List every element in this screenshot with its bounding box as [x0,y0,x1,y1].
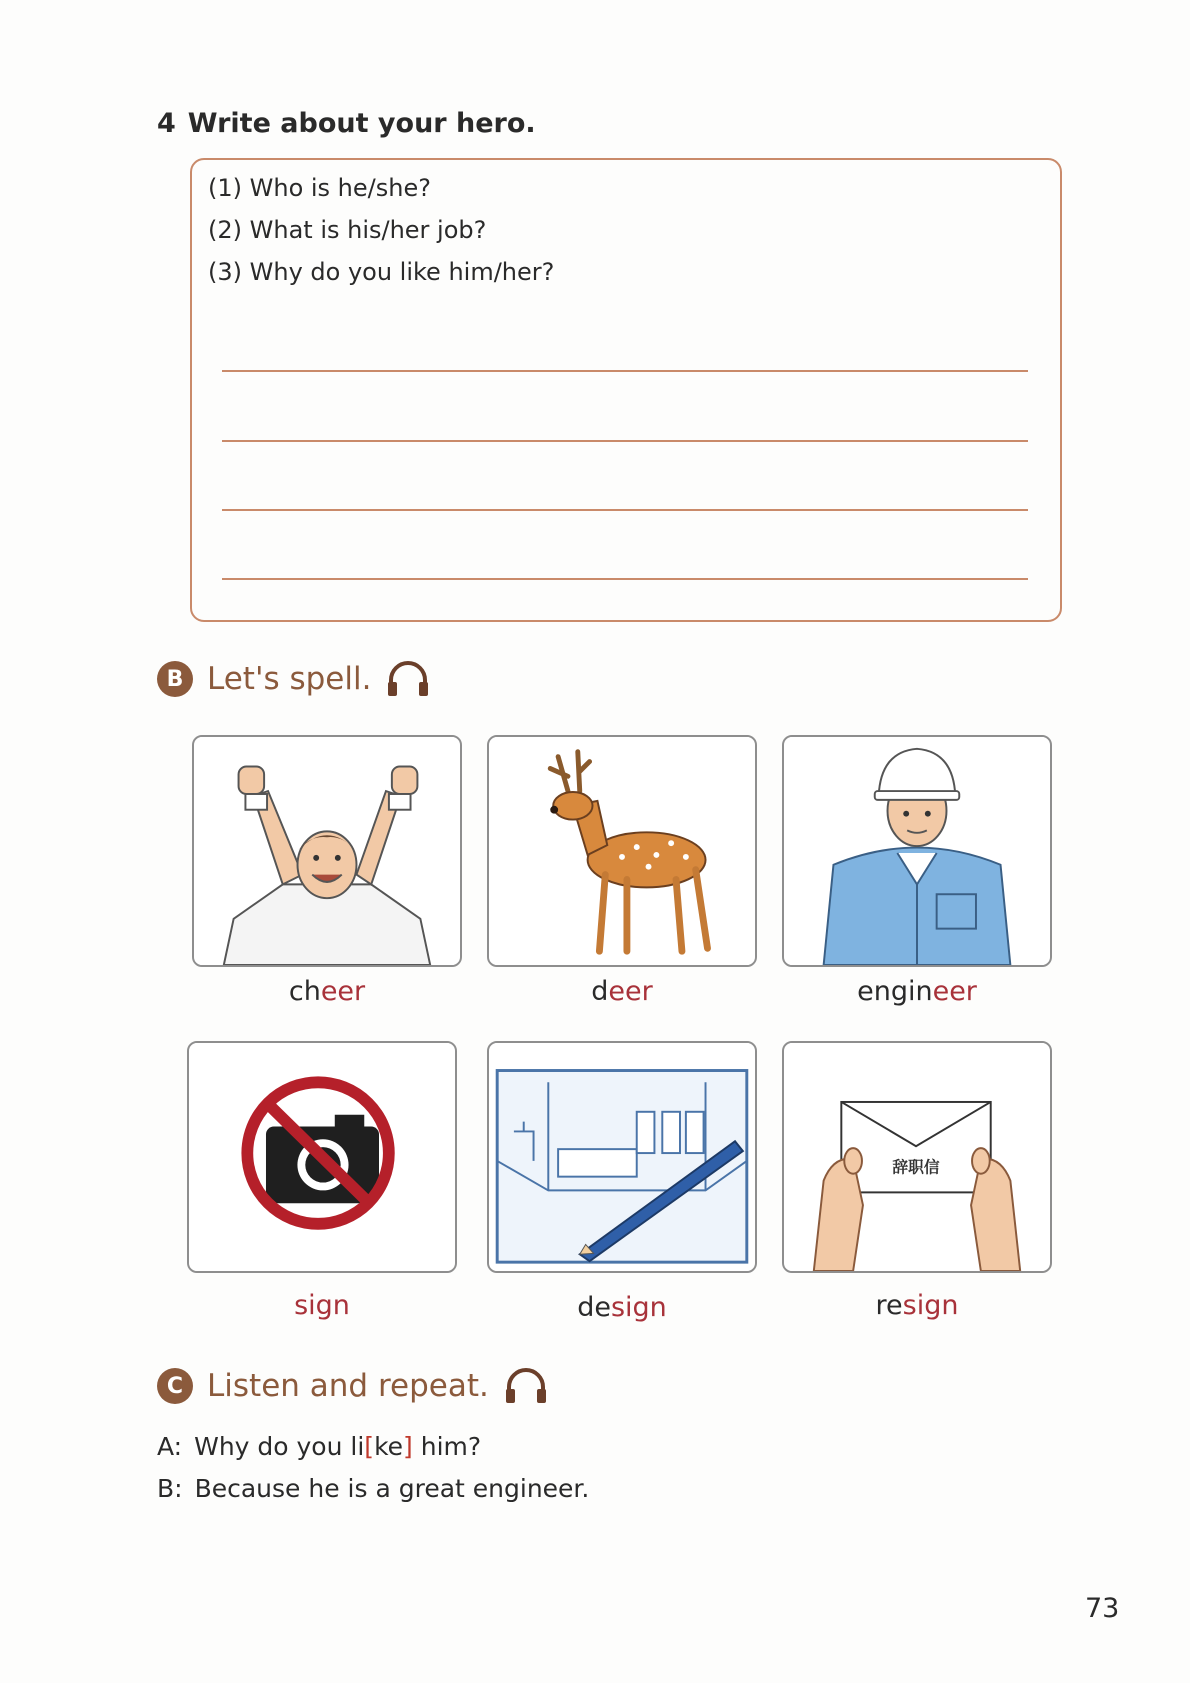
writing-line-3[interactable] [222,509,1028,511]
word-highlight: sign [610,1292,667,1323]
word-deer [487,976,757,1007]
word-highlight: eer [932,976,977,1007]
dialog-a-text: Why do you li [194,1432,365,1461]
word-plain: re [875,1290,903,1321]
word-plain: de [577,1292,611,1323]
dialog-a-end: him? [412,1432,482,1461]
card-engineer [782,735,1052,967]
bracket-close: ] [403,1432,413,1461]
speaker-b: B: [157,1474,183,1503]
cheering-man-icon [194,737,460,965]
question-1: (1) Who is he/she? [208,174,431,202]
headphones-icon[interactable] [385,660,431,698]
section-b-title: Let's spell. [207,661,372,697]
card-resign [782,1041,1052,1273]
deer-icon [489,737,755,965]
card-deer [487,735,757,967]
word-plain: d [591,976,609,1007]
page-number: 73 [1085,1593,1120,1624]
letter-label: 辞职信 [892,1157,940,1177]
task-number: 4 [157,108,176,139]
word-highlight: sign [294,1290,350,1321]
question-3: (3) Why do you like him/her? [208,258,555,286]
word-highlight: sign [902,1290,959,1321]
writing-box [190,158,1062,622]
writing-line-1[interactable] [222,370,1028,372]
word-resign [782,1290,1052,1321]
section-b-badge: B [157,661,193,697]
engineer-icon [784,737,1050,965]
word-plain: engin [857,976,933,1007]
dialog-line-b [157,1474,589,1503]
section-c-heading [157,1367,549,1405]
writing-line-2[interactable] [222,440,1028,442]
bracket-open: [ [364,1432,375,1461]
word-sign [187,1290,457,1321]
task-4-heading [157,108,536,139]
question-2: (2) What is his/her job? [208,216,487,244]
dialog-b-text: Because he is a great engineer. [194,1474,590,1503]
section-c-title: Listen and repeat. [207,1368,489,1404]
card-cheer [192,735,462,967]
section-c-badge: C [157,1368,193,1404]
card-sign [187,1041,457,1273]
card-design [487,1041,757,1273]
word-cheer [192,976,462,1007]
word-design [487,1292,757,1323]
word-highlight: eer [320,976,366,1007]
headphones-icon[interactable] [503,1367,549,1405]
speaker-a: A: [157,1432,183,1461]
word-engineer [782,976,1052,1007]
writing-line-4[interactable] [222,578,1028,580]
no-camera-sign-icon [189,1043,455,1271]
dialog-line-a [157,1432,481,1461]
design-drawing-icon [489,1043,755,1271]
word-highlight: eer [608,976,653,1007]
section-b-heading [157,660,431,698]
phonetic: ke [374,1432,404,1461]
task-title: Write about your hero. [187,108,536,139]
word-plain: ch [288,976,321,1007]
resignation-letter-icon [784,1043,1050,1271]
